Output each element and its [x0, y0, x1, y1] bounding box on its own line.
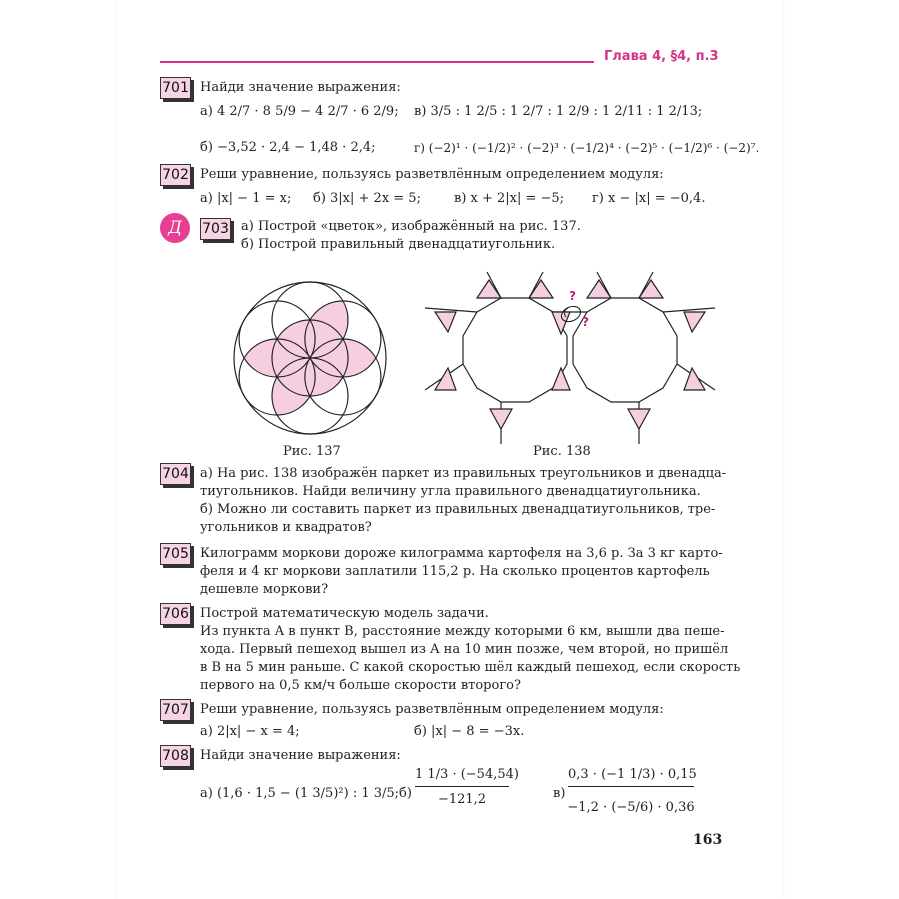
problem-708-v-label: в): [553, 786, 566, 801]
problem-702-g: г) x − |x| = −0,4.: [592, 191, 706, 206]
problem-number: 706: [160, 603, 191, 625]
problem-701-b: б) −3,52 · 2,4 − 1,48 · 2,4;: [200, 140, 376, 155]
problem-707-title: Реши уравнение, пользуясь разветвлённым определением модуля:: [200, 702, 664, 717]
problem-704-line2: тиугольников. Найди величину угла правильного двенадцатиугольника.: [200, 484, 701, 499]
problem-701-a: а) 4 2/7 · 8 5/9 − 4 2/7 · 6 2/9;: [200, 104, 399, 119]
problem-number: 704: [160, 463, 191, 485]
chapter-heading: Глава 4, §4, п.3: [604, 49, 719, 64]
problem-706-line3: хода. Первый пешеход вышел из A на 10 мин позже, чем второй, но пришёл: [200, 642, 729, 657]
header-rule: [160, 61, 594, 63]
problem-704-line3: б) Можно ли составить паркет из правильных двенадцатиугольников, тре-: [200, 502, 716, 517]
problem-703-a: а) Построй «цветок», изображённый на рис. 137.: [241, 219, 581, 234]
problem-701-title: Найди значение выражения:: [200, 80, 401, 95]
question-mark-top: ?: [569, 289, 576, 303]
problem-number: 702: [160, 164, 191, 186]
problem-707-a: а) 2|x| − x = 4;: [200, 724, 300, 739]
problem-702-a: а) |x| − 1 = x;: [200, 191, 292, 206]
problem-705-line2: феля и 4 кг моркови заплатили 115,2 р. На сколько процентов картофель: [200, 564, 710, 579]
problem-number: 705: [160, 543, 191, 565]
problem-705-line1: Килограмм моркови дороже килограмма картофеля на 3,6 р. За 3 кг карто-: [200, 546, 723, 561]
problem-704-line1: а) На рис. 138 изображён паркет из правильных треугольников и двенадца-: [200, 466, 727, 481]
problem-708-a: а) (1,6 · 1,5 − (1 3/5)²) : 1 3/5;: [200, 786, 400, 801]
problem-number: 701: [160, 77, 191, 99]
figure-137-caption: Рис. 137: [283, 444, 341, 459]
problem-702-v: в) x + 2|x| = −5;: [454, 191, 565, 206]
problem-703-b: б) Построй правильный двенадцатиугольник.: [241, 237, 556, 252]
problem-702-title: Реши уравнение, пользуясь разветвлённым определением модуля:: [200, 167, 664, 182]
problem-706-line4: в B на 5 мин раньше. С какой скоростью шёл каждый пешеход, если скорость: [200, 660, 741, 675]
problem-708-v-numerator: 0,3 · (−1 1/3) · 0,15: [568, 767, 697, 782]
problem-number: 708: [160, 745, 191, 767]
problem-708-b-numerator: 1 1/3 · (−54,54): [415, 767, 519, 782]
fraction-bar: [568, 786, 694, 787]
question-mark-bottom: ?: [582, 315, 589, 329]
page-number: 163: [693, 832, 723, 848]
problem-705-line3: дешевле моркови?: [200, 582, 329, 597]
problem-708-b-label: б): [399, 786, 412, 801]
problem-number: 703: [200, 218, 231, 240]
fraction-bar: [415, 786, 509, 787]
d-badge-icon: Д: [160, 213, 190, 243]
problem-704-line4: угольников и квадратов?: [200, 520, 372, 535]
problem-708-title: Найди значение выражения:: [200, 748, 401, 763]
problem-701-v: в) 3/5 : 1 2/5 : 1 2/7 : 1 2/9 : 1 2/11 : 1 2/13;: [414, 104, 703, 119]
problem-708-b-denominator: −121,2: [437, 792, 487, 807]
problem-706-line1: Построй математическую модель задачи.: [200, 606, 489, 621]
problem-number: 707: [160, 699, 191, 721]
figure-137-flower: [210, 258, 410, 458]
figure-138-caption: Рис. 138: [533, 444, 591, 459]
problem-706-line5: первого на 0,5 км/ч больше скорости второго?: [200, 678, 521, 693]
problem-701-g: г) (−2)¹ · (−1/2)² · (−2)³ · (−1/2)⁴ · (−2)⁵ · (−1/2)⁶ · (−2)⁷.: [414, 141, 760, 155]
problem-702-b: б) 3|x| + 2x = 5;: [313, 191, 421, 206]
problem-708-v-denominator: −1,2 · (−5/6) · 0,36: [567, 800, 695, 815]
problem-707-b: б) |x| − 8 = −3x.: [414, 724, 525, 739]
problem-706-line2: Из пункта A в пункт B, расстояние между которыми 6 км, вышли два пеше-: [200, 624, 725, 639]
